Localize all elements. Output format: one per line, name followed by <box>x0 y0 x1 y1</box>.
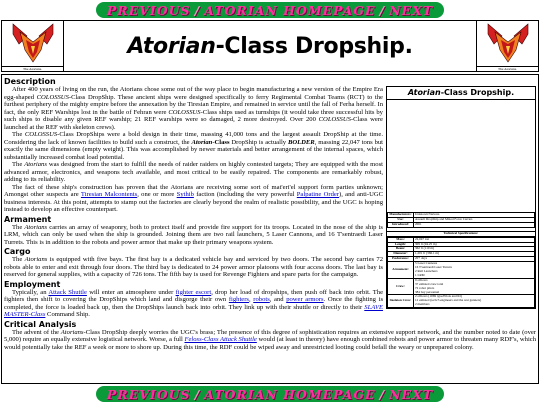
logo-caption: The Atorians. <box>477 66 538 71</box>
nav-separator: / <box>194 386 201 402</box>
slave-master-class-link[interactable]: SLAVE MASTER-Class <box>4 303 383 318</box>
atorian-logo-icon <box>10 22 56 64</box>
employment-paragraph: Typically, an Attack Shuttle will enter an atmosphere under fighter escort, drop her load of dropships, then push off back into orbit. The fighters then shift to covering the DropShips which land and disgorge their own fighters, robots, and power armors. Once the fighting is completed, the force is loaded back up, then the DropShips launch back into orbit. They link up with their shuttle or directly to their SLAVE MASTER-Class Command Ship. <box>4 288 384 318</box>
atorian-logo-icon <box>485 22 531 64</box>
tech-spec-heading: Technical Specifications: <box>387 231 535 237</box>
sythib-link[interactable]: Sythib <box>176 191 194 198</box>
spec-sidebar <box>386 86 536 309</box>
nav-separator: / <box>379 386 386 402</box>
section-heading-cargo: Cargo <box>4 247 31 256</box>
spec-row: Use: Assault DropShip and Mixed Force Carrier. <box>388 217 535 222</box>
description-paragraph: The fact of these ship's construction has proven that the Atorians are receiving some sort of mat'eri'el support form parties unknown; Amongst other suspects are Tiresian Malcontents, one or more Sythib faction (including the very powerful Palpatine Order), and anti-UGC business interests. At this point, attempts to stamp out the factories are clearly beyond the realm of realistic possibility, and the UGC is hoping instead to develop an effective counterpart. <box>4 183 383 213</box>
spec-row: Beam: 362 ft (110 m) <box>388 247 535 252</box>
homepage-link[interactable]: ATORIAN HOMEPAGE <box>204 2 376 18</box>
critical-analysis-paragraph: The advent of the Atorians-Class DropShip deeply worries the UGC's brass; The presence of this degree of sophistication requires an extensive support network, and the number noted to date (over 5,000) require an equally extensive logistical network. Worse, a full Feloss-Class Attack Shuttle would (at least in theory) have enough combined robots and power armor to threaten many RDF's, which would potentially take the REF a week or more to shore up. During this time, the RDF could be wiped away and unrestricted looting could befall the weary or unprepared colony. <box>4 328 537 351</box>
attack-shuttle-link[interactable]: Attack Shuttle <box>48 288 87 296</box>
power-armors-link[interactable]: power armors <box>286 296 324 303</box>
spec-row-armament: Armament: 5 Laser Cannons 16 T'sentraedi Laser Turrets 2 Rail Launchers 1 LRM <box>388 262 535 279</box>
right-logo-cell <box>476 21 538 71</box>
left-logo-cell <box>2 21 64 71</box>
section-heading-description: Description <box>4 77 56 86</box>
nav-separator: / <box>379 2 386 18</box>
dropship-image <box>387 100 535 212</box>
spec-row: Endurance: 20+ days <box>388 257 535 262</box>
spec-table-general <box>387 212 535 228</box>
fighters-link[interactable]: fighters <box>228 296 249 303</box>
spec-row-skeleton-crew: Skeleton Crew: 2 officers (1069 type/Pilots and IO) 12 enlisted (tech/3 engineers and the rest gunners) 2 members <box>388 295 535 308</box>
next-link[interactable]: NEXT <box>389 2 434 18</box>
feloss-attack-shuttle-link[interactable]: Feloss-Class Attack Shuttle <box>184 336 257 343</box>
nav-separator: / <box>194 2 201 18</box>
armament-paragraph: The Atorians carries an array of weaponry, both to protect itself and provide fire support for its troops. Located in the nose of the ship is LRM, which can only be used when the ship is grounded. Joining them are two rail launchers, 5 Laser Cannons, and 16 T'sentraedi Laser Turrets. This is in addition to the robots and power armor that make up their primary weapons system. <box>4 223 383 246</box>
palpatine-order-link[interactable]: Palpatine Order <box>296 191 339 198</box>
bottom-navigation-bar <box>96 386 444 402</box>
description-paragraph: The Atorians was designed from the start to fulfill the needs of raider raiders on highly contested targets; They are equipped with the most advanced armor, electronics, and weapons tech available, and most critical to be easily repaired. The components are remarkably robust, adding to its reliability. <box>4 161 384 183</box>
top-navigation-bar <box>96 2 444 18</box>
page-title: Atorian -Class Dropship. <box>127 33 413 59</box>
spec-row: Manufacturers: Unknown/Various. <box>388 213 535 218</box>
tiresian-malcontents-link[interactable]: Tiresian Malcontents <box>80 191 138 198</box>
section-heading-employment: Employment <box>4 279 61 289</box>
logo-caption: The Atorians. <box>2 66 63 71</box>
previous-link[interactable]: PREVIOUS <box>106 2 191 18</box>
spec-row: Length: 309 ft (94.25 m) <box>388 242 535 247</box>
robots-link[interactable]: robots <box>253 296 270 303</box>
dropship-illustration-icon <box>387 100 535 212</box>
spec-table-technical <box>387 237 535 309</box>
section-heading-armament: Armament <box>4 214 52 224</box>
fighter-escort-link[interactable]: fighter escort <box>175 288 212 296</box>
spec-row-crew: Crew: 9 officers 37 enlisted crew total 72 robot pilots 384 bay personnel <box>388 278 535 295</box>
next-link[interactable]: NEXT <box>389 386 434 402</box>
sidebar-title: Atorian-Class Dropship. <box>387 87 535 100</box>
description-paragraph: The COLOSSUS-Class DropShips were a bold design in their time, massing 41,000 tons and the largest assault DropShip at the time. Considering the lack of known facilities to build such a construct, the Atorian-Class DropShip is actually BOLDER, massing 22,047 tons but exactly the same dimensions (empty weight). This was accomplished by newer materials and better arrangement of the internal spaces, which substantially increased combat load potential. <box>4 131 383 161</box>
description-paragraph: After 400 years of living on the run, the Atorians chose some out of the way place to begin manufacturing a new version of the Empire Era egg-shaped COLOSSUS-Class DropShip. These ancient ships were designed specifically to ferry Regimental Combat Teams (RCT) to the furthest periphery of the mighty empire before the annexation by the Tiresian Empire, and remained in service until the fall of Ferha herself. In fact, the only REF Warships lost in the battle of Fehran were COLOSSUS-Class ships used as turnships (it would take three successful hits by such ships to disable any given REF warship; 21 REF warships were so damaged, 2 more destroyed. Over 200 COLOSSUS-Class were launched at the REF with skeleton crews). <box>4 86 383 131</box>
previous-link[interactable]: PREVIOUS <box>106 386 191 402</box>
section-heading-critical-analysis: Critical Analysis <box>4 319 77 329</box>
cargo-paragraph: The Atorians is equipped with five bays. The first bay is a dedicated vehicle bay and serviced by two doors. The second bay carries 72 robots able to enter and exit through four doors. The third bay is dedicated to 24 power armor platoons with four access doors. The last bay is reserved for general supplies, with a capacity of 726 tons. The fifth bay is used for Revenge Fighters and spare parts for the campaign. <box>4 256 383 278</box>
spec-row: Introduced: 2061 <box>388 222 535 227</box>
spec-row: Diameter: 1,201 ft (366.1 m) <box>388 252 535 257</box>
main-content <box>1 74 539 384</box>
homepage-link[interactable]: ATORIAN HOMEPAGE <box>204 386 376 402</box>
spec-row: Mass: 22,047 ton <box>388 237 535 242</box>
page-header <box>1 20 539 72</box>
